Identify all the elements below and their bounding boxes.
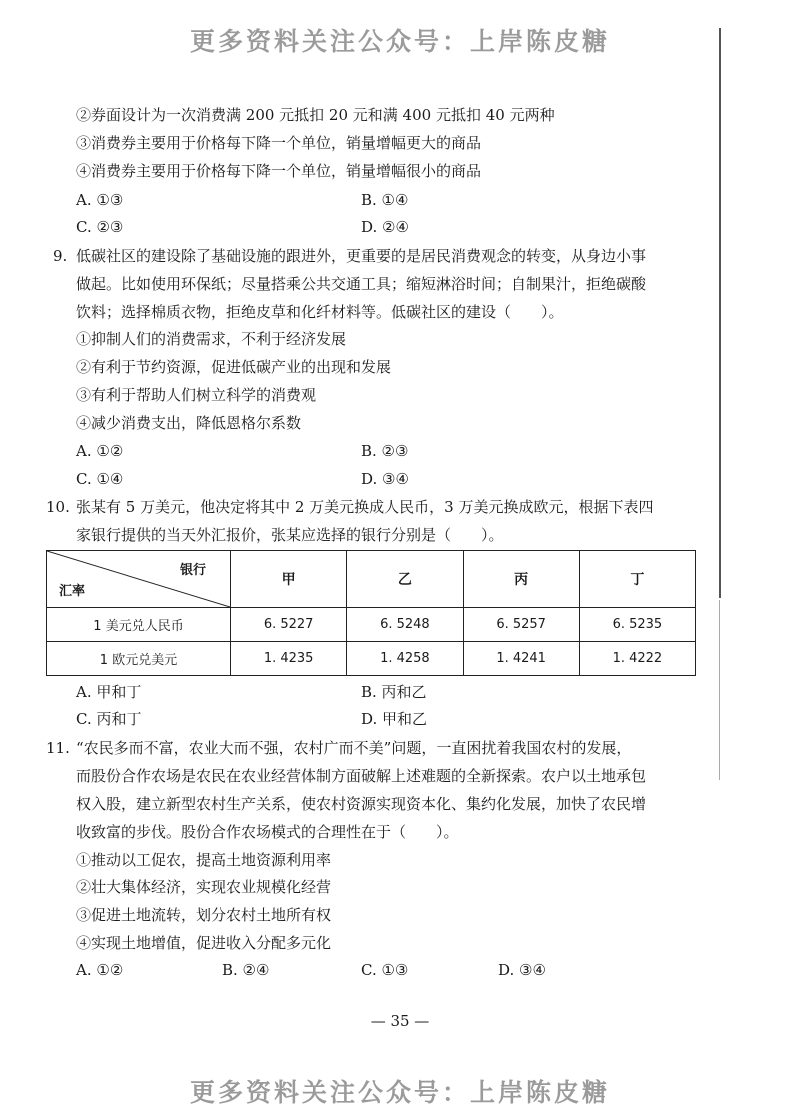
q11-option-a: A. ①② xyxy=(76,961,124,979)
q8-option-c: C. ②③ xyxy=(76,218,124,236)
q8-option-d: D. ②④ xyxy=(361,218,409,236)
q9-stem-line: 低碳社区的建设除了基础设施的跟进外，更重要的是居民消费观念的转变，从身边小事 xyxy=(76,247,647,265)
q11-number: 11. xyxy=(46,739,70,757)
table-cell: 6. 5257 xyxy=(463,608,579,642)
scan-edge-line xyxy=(719,28,721,598)
q9-option-b: B. ②③ xyxy=(361,442,409,460)
table-cell: 1. 4235 xyxy=(231,642,347,676)
q8-item-2: ②券面设计为一次消费满 200 元抵扣 20 元和满 400 元抵扣 40 元两种 xyxy=(76,106,555,124)
corner-label-rate: 汇率 xyxy=(59,584,86,599)
q11-stem-line: 而股份合作农场是农民在农业经营体制方面破解上述难题的全新探索。农户以土地承包 xyxy=(76,767,647,785)
bank-header: 丙 xyxy=(463,551,579,608)
q8-item-4: ④消费券主要用于价格每下降一个单位，销量增幅很小的商品 xyxy=(76,162,482,180)
table-cell: 1. 4241 xyxy=(463,642,579,676)
row-label: 1 美元兑人民币 xyxy=(47,608,231,642)
q9-stem-line: 做起。比如使用环保纸；尽量搭乘公共交通工具；缩短淋浴时间；自制果汁，拒绝碳酸 xyxy=(76,275,647,293)
q10-option-b: B. 丙和乙 xyxy=(361,683,427,701)
q9-option-c: C. ①④ xyxy=(76,470,124,488)
table-cell: 1. 4258 xyxy=(347,642,463,676)
q10-number: 10. xyxy=(46,498,70,516)
q11-item-1: ①推动以工促农，提高土地资源利用率 xyxy=(76,851,332,869)
q11-stem-line: 权入股，建立新型农村生产关系，使农村资源实现资本化、集约化发展，加快了农民增 xyxy=(76,795,647,813)
row-label: 1 欧元兑美元 xyxy=(47,642,231,676)
watermark-top: 更多资料关注公众号：上岸陈皮糖 xyxy=(189,27,610,56)
exchange-rate-table xyxy=(46,550,696,676)
table-corner-cell xyxy=(47,551,231,608)
table-row xyxy=(47,642,696,676)
q9-option-d: D. ③④ xyxy=(361,470,409,488)
q11-option-d: D. ③④ xyxy=(498,961,546,979)
table-header-row xyxy=(47,551,696,608)
q9-item-4: ④减少消费支出，降低恩格尔系数 xyxy=(76,414,302,432)
table-cell: 6. 5235 xyxy=(579,608,695,642)
scan-edge-line-faint xyxy=(719,600,720,780)
q9-item-2: ②有利于节约资源，促进低碳产业的出现和发展 xyxy=(76,358,392,376)
q11-stem-line: 收致富的步伐。股份合作农场模式的合理性在于（ ）。 xyxy=(76,823,459,841)
q9-number: 9. xyxy=(53,247,68,265)
q10-option-c: C. 丙和丁 xyxy=(76,710,142,728)
watermark-bottom: 更多资料关注公众号：上岸陈皮糖 xyxy=(189,1078,610,1107)
bank-header: 丁 xyxy=(579,551,695,608)
q8-option-a: A. ①③ xyxy=(76,191,124,209)
q9-item-1: ①抑制人们的消费需求，不利于经济发展 xyxy=(76,330,347,348)
table-row xyxy=(47,608,696,642)
q10-option-a: A. 甲和丁 xyxy=(76,683,142,701)
q11-option-b: B. ②④ xyxy=(222,961,270,979)
q10-option-d: D. 甲和乙 xyxy=(361,710,428,728)
q9-stem-line: 饮料；选择棉质衣物，拒绝皮草和化纤材料等。低碳社区的建设（ ）。 xyxy=(76,303,564,321)
q9-option-a: A. ①② xyxy=(76,442,124,460)
page-number: — 35 — xyxy=(370,1012,430,1030)
q10-stem-line: 张某有 5 万美元，他决定将其中 2 万美元换成人民币，3 万美元换成欧元，根据下表四 xyxy=(76,498,654,516)
q8-option-b: B. ①④ xyxy=(361,191,409,209)
table-cell: 6. 5227 xyxy=(231,608,347,642)
q11-item-2: ②壮大集体经济，实现农业规模化经营 xyxy=(76,878,332,896)
q9-item-3: ③有利于帮助人们树立科学的消费观 xyxy=(76,386,317,404)
q11-item-4: ④实现土地增值，促进收入分配多元化 xyxy=(76,934,332,952)
corner-label-bank: 银行 xyxy=(179,563,206,578)
bank-header: 甲 xyxy=(231,551,347,608)
q8-item-3: ③消费券主要用于价格每下降一个单位，销量增幅更大的商品 xyxy=(76,134,482,152)
q11-option-c: C. ①③ xyxy=(361,961,409,979)
table-cell: 1. 4222 xyxy=(579,642,695,676)
q11-stem-line: “农民多而不富，农业大而不强，农村广而不美”问题，一直困扰着我国农村的发展， xyxy=(76,739,632,757)
q11-item-3: ③促进土地流转，划分农村土地所有权 xyxy=(76,906,332,924)
bank-header: 乙 xyxy=(347,551,463,608)
table-cell: 6. 5248 xyxy=(347,608,463,642)
q10-stem-line: 家银行提供的当天外汇报价，张某应选择的银行分别是（ ）。 xyxy=(76,526,504,544)
